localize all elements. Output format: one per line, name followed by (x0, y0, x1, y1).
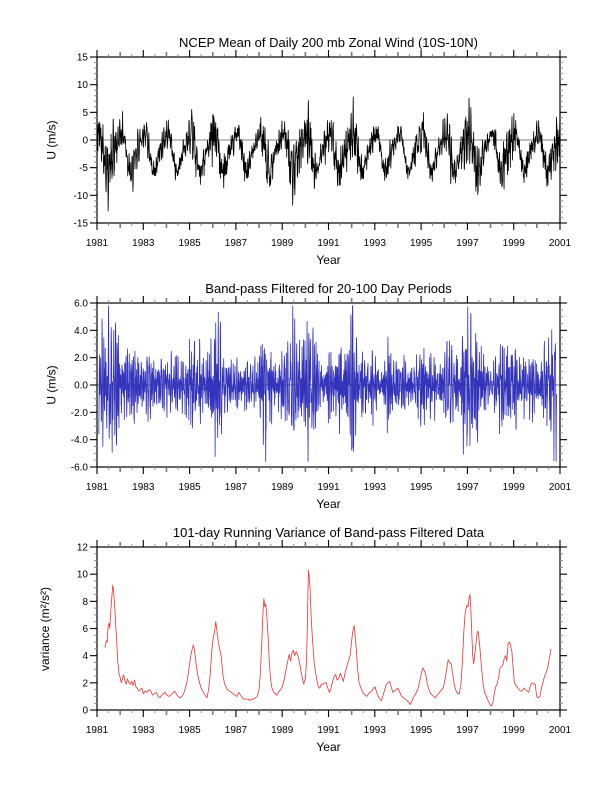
x-tick-label: 1983 (132, 482, 155, 493)
x-tick-label: 2001 (548, 725, 572, 736)
zonal-wind-plot-area (0, 28, 612, 274)
y-tick-label: 8 (82, 596, 88, 608)
x-tick-label: 1993 (363, 482, 386, 493)
data-series-line (105, 570, 551, 706)
data-series-line (99, 306, 557, 462)
y-axis-label: variance (m²/s²) (38, 586, 53, 671)
chart-zonal-wind (0, 28, 612, 274)
x-tick-label: 1991 (317, 725, 340, 736)
x-tick-label: 1989 (271, 238, 294, 249)
y-tick-label: 2.0 (74, 353, 88, 365)
y-axis-label: U (m/s) (45, 120, 60, 160)
x-tick-label: 1987 (224, 725, 248, 736)
x-tick-label: 1999 (502, 238, 525, 249)
y-axis-label: U (m/s) (45, 365, 60, 405)
y-axis-label-box (43, 57, 61, 223)
data-series-line (97, 97, 560, 211)
x-tick-label: 1993 (363, 238, 386, 249)
x-tick-label: 1989 (271, 725, 294, 736)
y-tick-label: 15 (76, 52, 88, 64)
x-tick-label: 1987 (224, 238, 248, 249)
y-tick-label: 6.0 (74, 298, 88, 310)
x-tick-label: 1997 (456, 725, 479, 736)
x-tick-label: 1991 (317, 238, 340, 249)
x-tick-label: 1981 (85, 725, 109, 736)
y-tick-label: 4 (82, 651, 88, 663)
x-tick-label: 1989 (271, 482, 294, 493)
bandpass-plot-area (0, 274, 612, 518)
y-tick-label: 0 (82, 135, 88, 147)
chart-title: Band-pass Filtered for 20-100 Day Periods (205, 281, 452, 296)
x-tick-label: 1981 (85, 238, 109, 249)
chart-title: NCEP Mean of Daily 200 mb Zonal Wind (10S-10N) (179, 35, 478, 50)
x-tick-label: 1999 (502, 725, 525, 736)
x-tick-label: 1997 (456, 238, 479, 249)
chart-bandpass-filtered (0, 274, 612, 518)
x-tick-label: 1985 (178, 725, 201, 736)
y-tick-label: 12 (76, 542, 88, 554)
variance-plot-area (0, 518, 612, 770)
y-tick-label: 0 (82, 705, 88, 717)
y-tick-label: -6.0 (70, 462, 88, 474)
y-tick-label: -2.0 (70, 407, 88, 419)
plot-frame (97, 547, 560, 710)
y-tick-label: 0.0 (74, 380, 88, 392)
y-tick-label: -4.0 (70, 435, 88, 447)
x-tick-label: 1997 (456, 482, 479, 493)
y-tick-label: -5 (79, 163, 88, 175)
x-tick-label: 1985 (178, 238, 201, 249)
x-tick-label: 1985 (178, 482, 201, 493)
x-tick-label: 1983 (132, 725, 155, 736)
x-tick-label: 1995 (409, 238, 433, 249)
x-axis-label: Year (316, 253, 341, 267)
x-tick-label: 1991 (317, 482, 340, 493)
x-tick-label: 1983 (132, 238, 155, 249)
x-tick-label: 1993 (363, 725, 386, 736)
x-axis-label: Year (316, 497, 341, 511)
y-tick-label: 4.0 (74, 325, 88, 337)
x-tick-label: 1995 (409, 482, 433, 493)
y-tick-label: 10 (76, 569, 88, 581)
x-tick-label: 2001 (548, 482, 572, 493)
x-axis-label: Year (316, 740, 341, 754)
x-tick-label: 1981 (85, 482, 109, 493)
y-tick-label: 10 (76, 80, 88, 92)
x-tick-label: 1995 (409, 725, 433, 736)
y-axis-label-box (36, 547, 54, 710)
y-tick-label: 5 (82, 107, 88, 119)
y-axis-label-box (43, 303, 61, 467)
y-tick-label: 6 (82, 624, 88, 635)
x-tick-label: 1999 (502, 482, 525, 493)
chart-running-variance (0, 518, 612, 770)
x-tick-label: 1987 (224, 482, 248, 493)
y-tick-label: 2 (82, 678, 88, 690)
x-tick-label: 2001 (548, 238, 572, 249)
y-tick-label: -10 (73, 190, 88, 202)
chart-title: 101-day Running Variance of Band-pass Filtered Data (172, 525, 485, 540)
y-tick-label: -15 (73, 218, 88, 230)
